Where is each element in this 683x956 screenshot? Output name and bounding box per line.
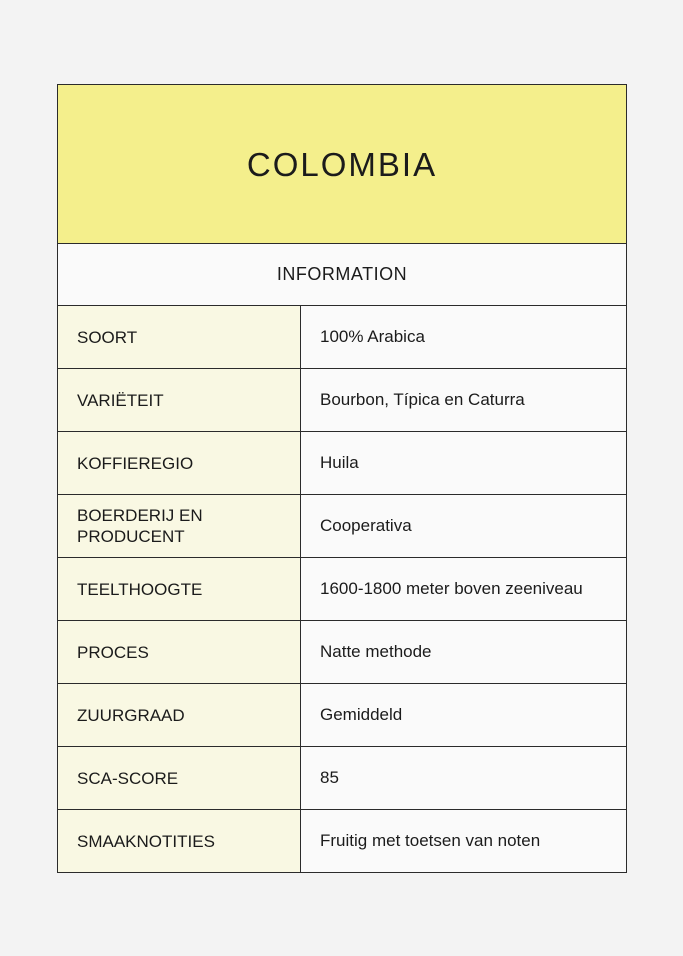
row-key: KOFFIEREGIO [58,432,301,494]
card-title: COLOMBIA [246,146,438,183]
row-key: PROCES [58,621,301,683]
section-header [58,244,626,306]
table-row [58,684,626,747]
table-row [58,306,626,369]
row-value: Gemiddeld [301,684,626,746]
row-key: VARIËTEIT [58,369,301,431]
table-row [58,810,626,872]
row-key: SOORT [58,306,301,368]
row-value: 100% Arabica [301,306,626,368]
row-value: Fruitig met toetsen van noten [301,810,626,872]
table-row [58,369,626,432]
table-row [58,495,626,558]
table-row [58,747,626,810]
coffee-info-card [57,84,627,873]
table-row [58,621,626,684]
section-header-label: INFORMATION [276,264,408,284]
row-value: Cooperativa [301,495,626,557]
row-value: Bourbon, Típica en Caturra [301,369,626,431]
row-key: ZUURGRAAD [58,684,301,746]
row-key: SMAAKNOTITIES [58,810,301,872]
table-row [58,432,626,495]
title-band [58,85,626,244]
table-row [58,558,626,621]
row-value: 1600-1800 meter boven zeeniveau [301,558,626,620]
row-key: SCA-SCORE [58,747,301,809]
row-value: Huila [301,432,626,494]
row-value: Natte methode [301,621,626,683]
row-key: BOERDERIJ EN PRODUCENT [58,495,301,557]
row-key: TEELTHOOGTE [58,558,301,620]
row-value: 85 [301,747,626,809]
